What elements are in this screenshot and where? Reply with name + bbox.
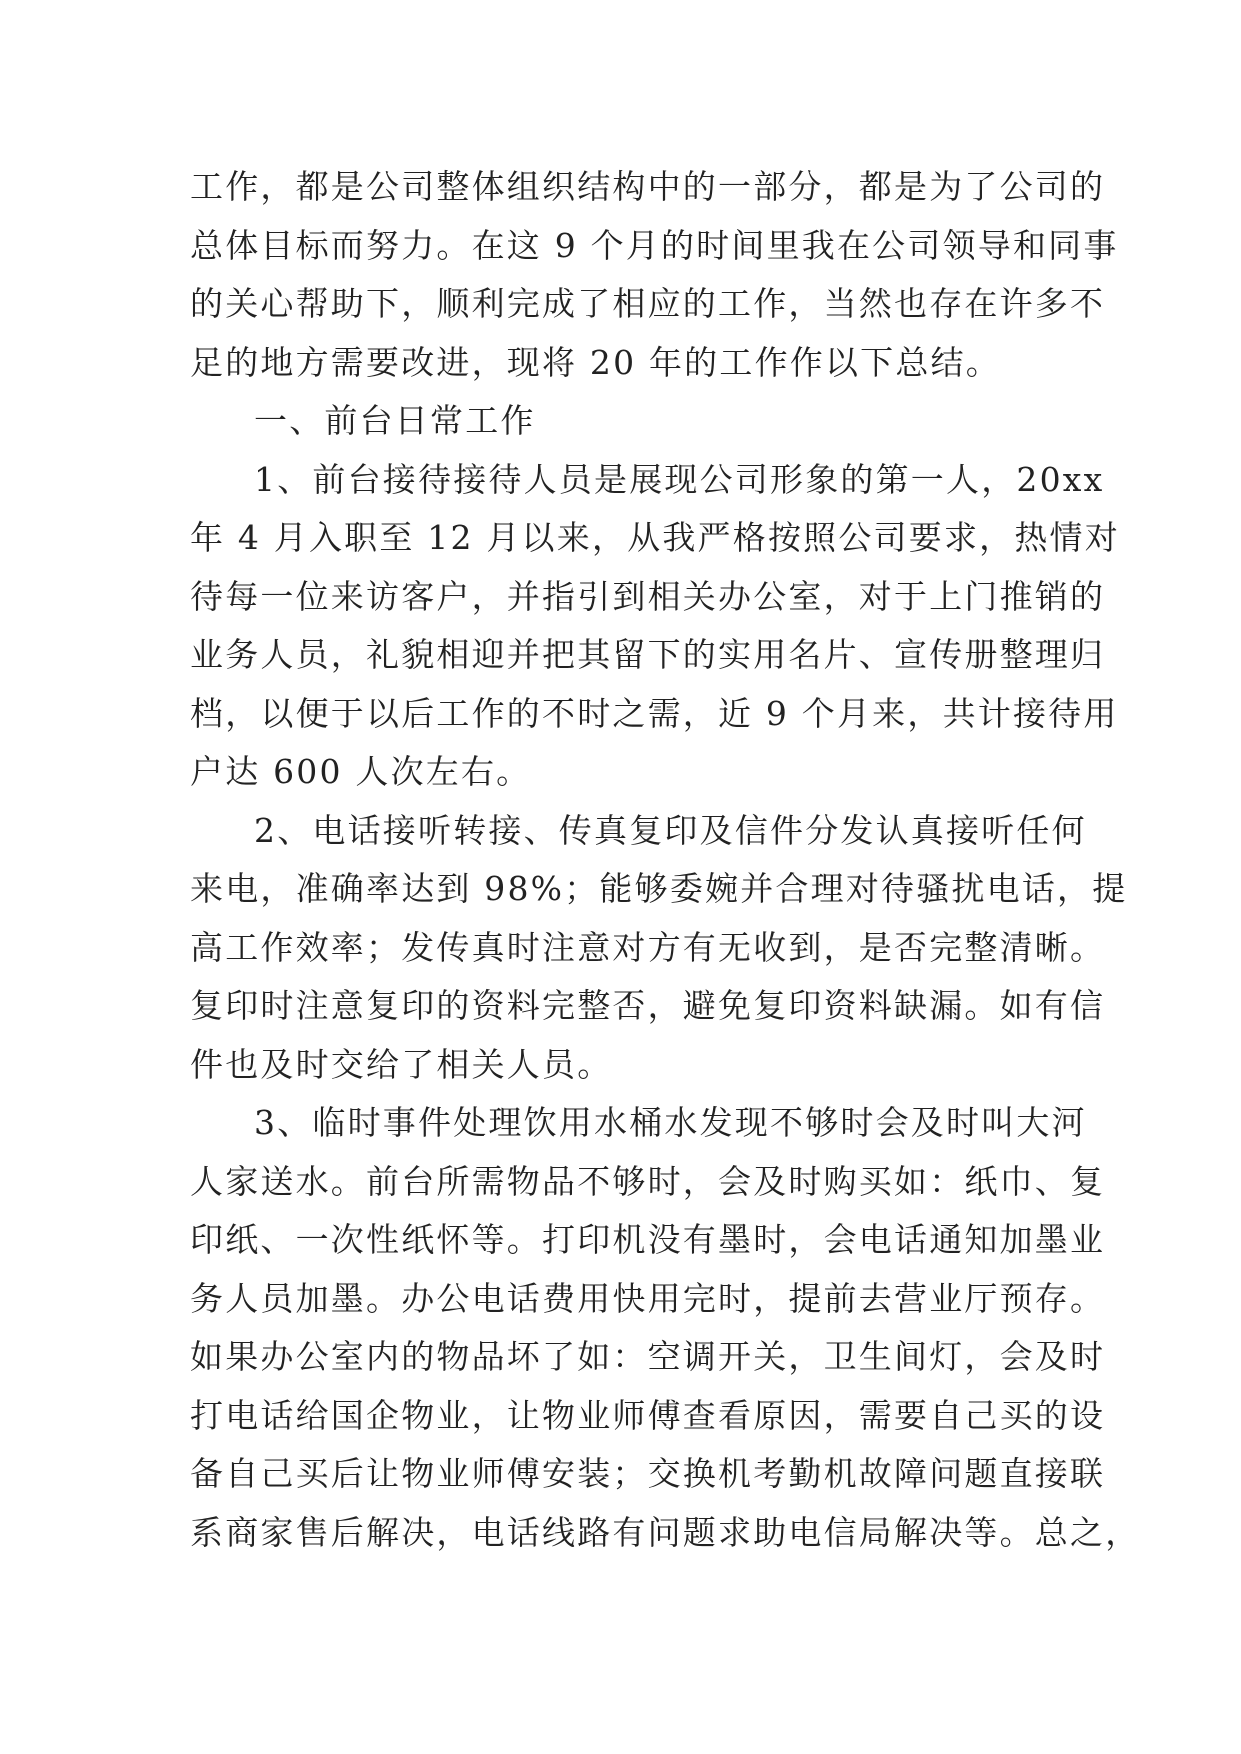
text-line: 1、前台接待接待人员是展现公司形象的第一人，20xx [254, 459, 1105, 499]
text-line: 来电，准确率达到 98%；能够委婉并合理对待骚扰电话，提 [190, 869, 1128, 908]
text-line: 的关心帮助下，顺利完成了相应的工作，当然也存在许多不 [190, 284, 1106, 323]
text-line: 备自己买后让物业师傅安装；交换机考勤机故障问题直接联 [190, 1454, 1106, 1493]
body-text [190, 158, 1141, 1562]
text-line: 系商家售后解决，电话线路有问题求助电信局解决等。总之， [190, 1512, 1141, 1552]
text-line: 人家送水。前台所需物品不够时，会及时购买如：纸巾、复 [190, 1161, 1106, 1201]
text-line: 高工作效率；发传真时注意对方有无收到，是否完整清晰。 [190, 927, 1106, 967]
text-line: 总体目标而努力。在这 9 个月的时间里我在公司领导和同事 [190, 225, 1119, 265]
text-line: 务人员加墨。办公电话费用快用完时，提前去营业厅预存。 [190, 1278, 1106, 1318]
text-line: 复印时注意复印的资料完整否，避免复印资料缺漏。如有信 [190, 986, 1106, 1025]
text-line: 户达 600 人次左右。 [190, 752, 532, 791]
text-line: 业务人员，礼貌相迎并把其留下的实用名片、宣传册整理归 [190, 635, 1106, 674]
text-line: 印纸、一次性纸怀等。打印机没有墨时，会电话通知加墨业 [190, 1220, 1106, 1259]
text-line: 足的地方需要改进，现将 20 年的工作作以下总结。 [190, 342, 1001, 382]
text-line: 如果办公室内的物品坏了如：空调开关，卫生间灯，会及时 [190, 1337, 1106, 1376]
text-line: 3、临时事件处理饮用水桶水发现不够时会及时叫大河 [254, 1103, 1087, 1142]
section-heading: 一、前台日常工作 [254, 401, 536, 440]
text-line: 件也及时交给了相关人员。 [190, 1044, 613, 1084]
text-line: 档，以便于以后工作的不时之需，近 9 个月来，共计接待用 [190, 693, 1119, 733]
text-line: 工作，都是公司整体组织结构中的一部分，都是为了公司的 [190, 167, 1106, 206]
text-line: 年 4 月入职至 12 月以来，从我严格按照公司要求，热情对 [190, 518, 1120, 557]
text-line: 打电话给国企物业，让物业师傅查看原因，需要自己买的设 [190, 1395, 1106, 1435]
text-line: 待每一位来访客户，并指引到相关办公室，对于上门推销的 [190, 576, 1106, 616]
text-line: 2、电话接听转接、传真复印及信件分发认真接听任何 [254, 810, 1087, 850]
